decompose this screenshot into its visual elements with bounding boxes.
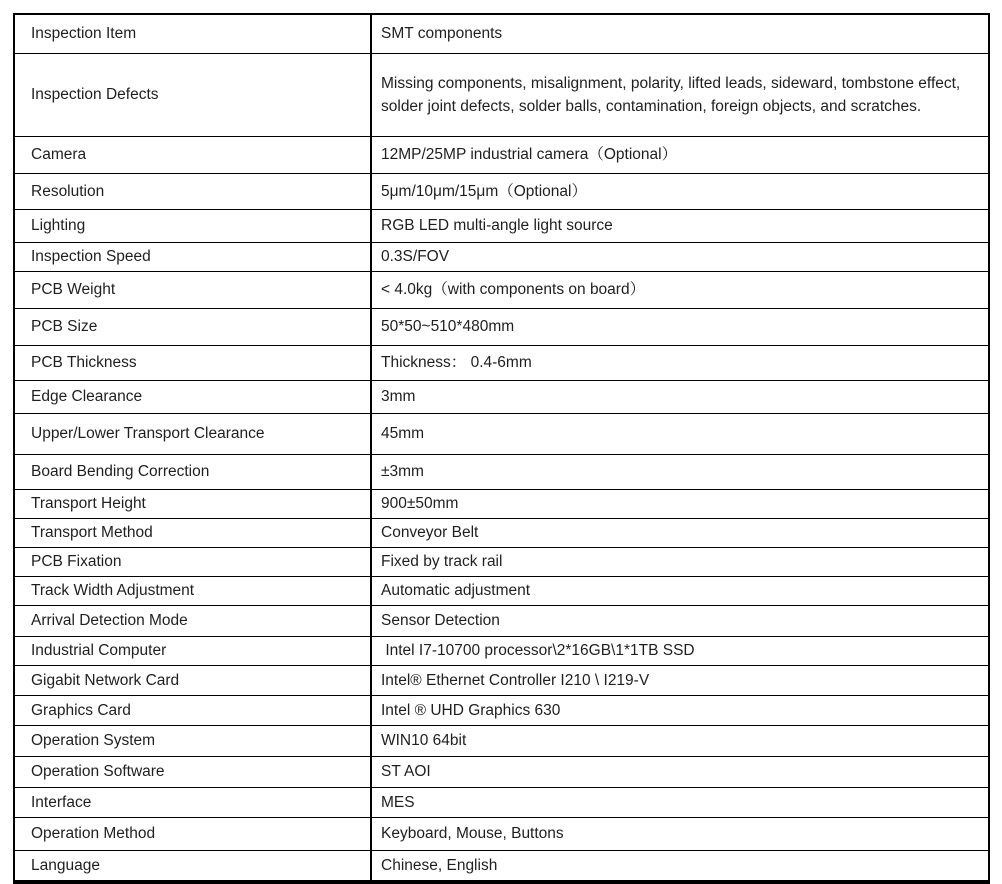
spec-label: Transport Method bbox=[15, 519, 372, 547]
spec-label: Inspection Speed bbox=[15, 243, 372, 271]
table-row-pcb-thickness bbox=[15, 346, 988, 381]
table-row-resolution bbox=[15, 174, 988, 210]
table-row-operation-system bbox=[15, 726, 988, 757]
table-row-graphics-card bbox=[15, 696, 988, 726]
spec-value: ±3mm bbox=[381, 463, 424, 481]
spec-label: Interface bbox=[15, 788, 372, 817]
table-row-language bbox=[15, 851, 988, 880]
spec-value: 45mm bbox=[381, 425, 425, 443]
spec-value: Keyboard, Mouse, Buttons bbox=[381, 825, 564, 843]
specification-table bbox=[13, 13, 990, 884]
table-row-inspection-defects bbox=[15, 54, 988, 137]
spec-label: Industrial Computer bbox=[15, 637, 372, 665]
spec-value: 5μm/10μm/15μm（Optional） bbox=[381, 182, 587, 200]
spec-value: < 4.0kg（with components on board） bbox=[381, 281, 646, 299]
table-row-inspection-speed bbox=[15, 243, 988, 272]
spec-value: RGB LED multi-angle light source bbox=[381, 217, 613, 235]
spec-label: PCB Weight bbox=[15, 272, 372, 308]
table-row-board-bending-correction bbox=[15, 455, 988, 490]
table-row-transport-height bbox=[15, 490, 988, 519]
spec-value: Fixed by track rail bbox=[381, 553, 503, 571]
table-row-inspection-item bbox=[15, 15, 988, 54]
table-row-gigabit-network-card bbox=[15, 666, 988, 696]
table-row-edge-clearance bbox=[15, 381, 988, 414]
spec-label: Arrival Detection Mode bbox=[15, 606, 372, 636]
spec-value: Intel ® UHD Graphics 630 bbox=[381, 701, 561, 719]
table-row-pcb-fixation bbox=[15, 548, 988, 577]
spec-value: Thickness： 0.4-6mm bbox=[381, 354, 532, 372]
spec-value: SMT components bbox=[381, 25, 503, 43]
spec-value: MES bbox=[381, 793, 415, 811]
spec-label: PCB Size bbox=[15, 309, 372, 345]
spec-label: PCB Fixation bbox=[15, 548, 372, 576]
table-row-lighting bbox=[15, 210, 988, 243]
spec-value: Intel I7-10700 processor\2*16GB\1*1TB SSD bbox=[381, 642, 695, 660]
spec-label: Inspection Defects bbox=[15, 54, 372, 136]
spec-label: Gigabit Network Card bbox=[15, 666, 372, 695]
spec-value: Missing components, misalignment, polarity, lifted leads, sideward, tombstone effect, solder joint defects, solder balls, contamination, foreign objects, and scratches. bbox=[381, 74, 965, 115]
spec-label: Edge Clearance bbox=[15, 381, 372, 413]
spec-value: 12MP/25MP industrial camera（Optional） bbox=[381, 146, 678, 164]
spec-value: Chinese, English bbox=[381, 856, 498, 874]
spec-value: Sensor Detection bbox=[381, 612, 500, 630]
spec-label: Operation System bbox=[15, 726, 372, 756]
table-row-transport-method bbox=[15, 519, 988, 548]
spec-label: Track Width Adjustment bbox=[15, 577, 372, 605]
table-row-industrial-computer bbox=[15, 637, 988, 666]
spec-label: Operation Software bbox=[15, 757, 372, 787]
spec-label: Lighting bbox=[15, 210, 372, 242]
spec-value: WIN10 64bit bbox=[381, 732, 467, 750]
table-row-interface bbox=[15, 788, 988, 818]
table-row-pcb-weight bbox=[15, 272, 988, 309]
spec-label: Camera bbox=[15, 137, 372, 173]
table-row-operation-software bbox=[15, 757, 988, 788]
spec-value: 0.3S/FOV bbox=[381, 248, 450, 266]
table-row-arrival-detection-mode bbox=[15, 606, 988, 637]
spec-label: Language bbox=[15, 851, 372, 880]
table-row-pcb-size bbox=[15, 309, 988, 346]
spec-label: Upper/Lower Transport Clearance bbox=[15, 414, 372, 454]
spec-label: Transport Height bbox=[15, 490, 372, 518]
spec-label: Resolution bbox=[15, 174, 372, 209]
spec-label: PCB Thickness bbox=[15, 346, 372, 380]
spec-label: Inspection Item bbox=[15, 15, 372, 53]
spec-value: 50*50~510*480mm bbox=[381, 318, 515, 336]
spec-value: Automatic adjustment bbox=[381, 582, 531, 600]
spec-value: 3mm bbox=[381, 388, 416, 406]
spec-value: Conveyor Belt bbox=[381, 524, 479, 542]
table-row-track-width-adjustment bbox=[15, 577, 988, 606]
spec-value: ST AOI bbox=[381, 763, 431, 781]
table-row-camera bbox=[15, 137, 988, 174]
spec-label: Board Bending Correction bbox=[15, 455, 372, 489]
table-row-operation-method bbox=[15, 818, 988, 851]
table-row-transport-clearance bbox=[15, 414, 988, 455]
spec-label: Operation Method bbox=[15, 818, 372, 850]
spec-value: Intel® Ethernet Controller I210 \ I219-V bbox=[381, 671, 650, 689]
spec-value: 900±50mm bbox=[381, 495, 459, 513]
spec-label: Graphics Card bbox=[15, 696, 372, 725]
